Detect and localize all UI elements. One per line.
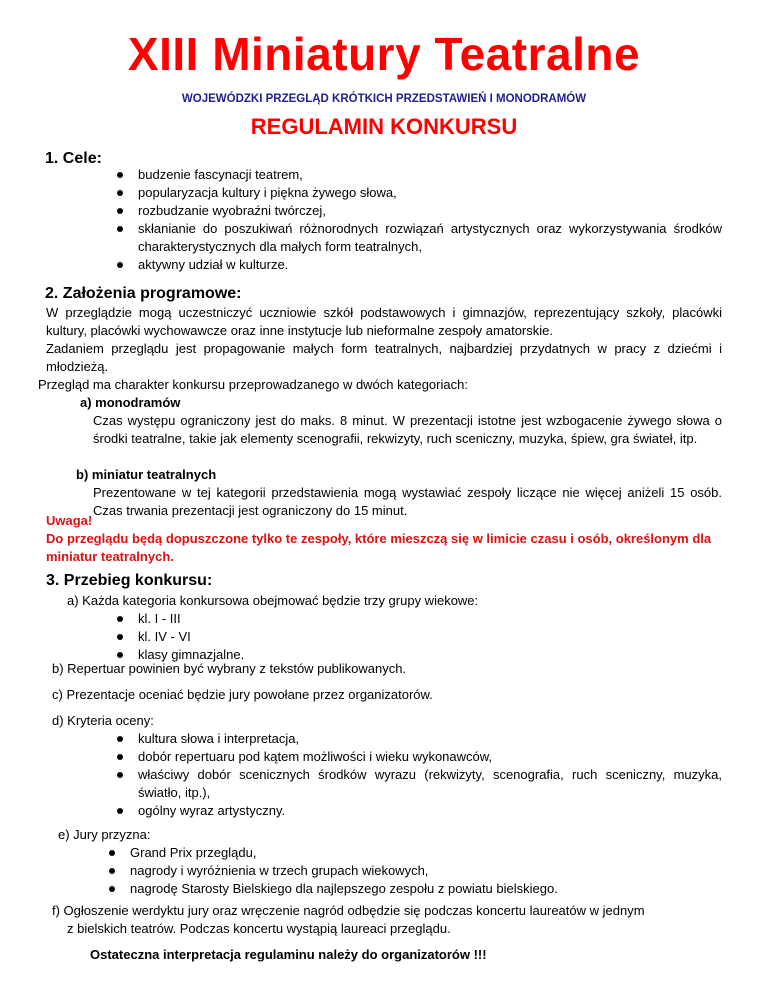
list-item: nagrodę Starosty Bielskiego dla najlepszego zespołu z powiatu bielskiego. — [106, 880, 722, 898]
section-3-heading: 3. Przebieg konkursu: — [46, 572, 213, 589]
paragraph: W przeglądzie mogą uczestniczyć uczniowie szkół podstawowych i gimnazjów, reprezentujący szkoły, placówki kultury, placówki wychowawcze oraz inne instytucje lub nieformalne zespoły amatorskie. — [46, 305, 722, 338]
list-item: nagrody i wyróżnienia w trzech grupach wiekowych, — [106, 862, 722, 880]
regulations-title: REGULAMIN KONKURSU — [250, 114, 518, 139]
paragraph: Przegląd ma charakter konkursu przeprowadzanego w dwóch kategoriach: — [38, 377, 468, 392]
goals-list — [114, 166, 722, 274]
list-item: skłanianie do poszukiwań różnorodnych rozwiązań artystycznych oraz wykorzystywania środków charakterystycznych dla małych form teatralnych, — [114, 220, 722, 256]
category-a-label: a) monodramów — [80, 395, 181, 410]
list-item: aktywny udział w kulturze. — [114, 256, 722, 274]
warning-label: Uwaga! — [46, 513, 93, 528]
final-note: Ostateczna interpretacja regulaminu należy do organizatorów !!! — [90, 947, 487, 962]
list-item: Grand Prix przeglądu, — [106, 844, 722, 862]
item-c: c) Prezentacje oceniać będzie jury powołane przez organizatorów. — [52, 687, 433, 702]
age-groups-list — [114, 610, 674, 664]
document-title: XIII Miniatury Teatralne — [127, 28, 641, 80]
list-item: kl. I - III — [114, 610, 674, 628]
section-2-heading: 2. Założenia programowe: — [45, 285, 242, 302]
category-a-description: Czas występu ograniczony jest do maks. 8 minut. W prezentacji istotne jest wzbogacenie żywego słowa o środki teatralne, takie jak elementy scenografii, rekwizyty, ruch sceniczny, muzyka, śpiew, gra świateł, itp. — [93, 413, 722, 446]
list-item: popularyzacja kultury i piękna żywego słowa, — [114, 184, 722, 202]
warning-text: Do przeglądu będą dopuszczone tylko te zespoły, które mieszczą się w limicie czasu i osób, określonym dla miniatur teatralnych. — [46, 531, 712, 564]
list-item: ogólny wyraz artystyczny. — [114, 802, 722, 820]
item-f-line-2: z bielskich teatrów. Podczas koncertu wystąpią laureaci przeglądu. — [67, 921, 451, 936]
list-item: kultura słowa i interpretacja, — [114, 730, 722, 748]
item-a: a) Każda kategoria konkursowa obejmować będzie trzy grupy wiekowe: — [67, 593, 479, 608]
list-item: klasy gimnazjalne. — [114, 646, 674, 664]
list-item: budzenie fascynacji teatrem, — [114, 166, 722, 184]
list-item: kl. IV - VI — [114, 628, 674, 646]
list-item: rozbudzanie wyobraźni twórczej, — [114, 202, 722, 220]
item-e: e) Jury przyzna: — [58, 827, 151, 842]
item-d: d) Kryteria oceny: — [52, 713, 154, 728]
awards-list — [106, 844, 722, 898]
list-item: dobór repertuaru pod kątem możliwości i wieku wykonawców, — [114, 748, 722, 766]
category-b-description: Prezentowane w tej kategorii przedstawienia mogą wystawiać zespoły liczące nie więcej aniżeli 15 osób. Czas trwania prezentacji jest ograniczony do 15 minut. — [93, 485, 722, 518]
item-f-line-1: f) Ogłoszenie werdyktu jury oraz wręczenie nagród odbędzie się podczas koncertu laureatów w jednym — [52, 903, 645, 918]
paragraph: Zadaniem przeglądu jest propagowanie małych form teatralnych, najbardziej przydatnych w pracy z dziećmi i młodzieżą. — [46, 341, 722, 374]
list-item: właściwy dobór scenicznych środków wyrazu (rekwizyty, scenografia, ruch sceniczny, muzyka, światło, itp.), — [114, 766, 722, 802]
section-1-heading: 1. Cele: — [45, 150, 102, 167]
criteria-list — [114, 730, 722, 820]
document-subtitle: WOJEWÓDZKI PRZEGLĄD KRÓTKICH PRZEDSTAWIEŃ I MONODRAMÓW — [181, 93, 587, 105]
category-b-label: b) miniatur teatralnych — [76, 467, 217, 482]
item-b: b) Repertuar powinien być wybrany z tekstów publikowanych. — [52, 661, 407, 676]
